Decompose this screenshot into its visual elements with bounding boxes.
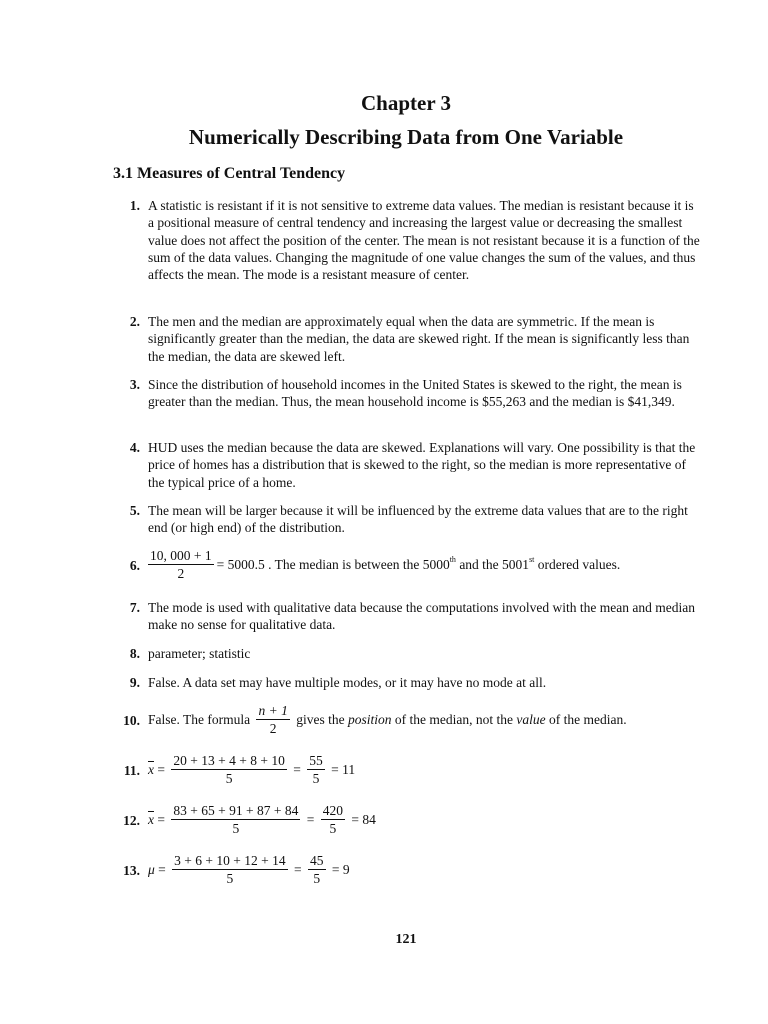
fraction (171, 802, 300, 837)
chapter-title: Numerically Describing Data from One Variable (188, 125, 624, 149)
equation-text: gives the (292, 711, 348, 727)
fraction-numerator: 83 + 65 + 91 + 87 + 84 (173, 803, 299, 818)
item-number: 8. (129, 646, 140, 661)
item-text: HUD uses the median because the data are skewed. Explanations will vary. One possibility is that the price of homes has a distribution that is skewed to the right, so the median is more representative of the typical price of a home. (148, 440, 696, 490)
list-item (113, 197, 703, 302)
page-number: 121 (395, 932, 417, 947)
equation (148, 702, 627, 737)
equation-text: False. The formula (148, 711, 251, 727)
equation (148, 547, 620, 582)
mean-symbol: $\overline{x}$ (148, 761, 154, 777)
item-number: 11. (123, 763, 140, 778)
superscript: st (529, 555, 535, 565)
item-number: 7. (129, 600, 140, 615)
fraction-denominator: 5 (312, 771, 320, 786)
fraction-denominator: 2 (269, 721, 277, 736)
fraction-numerator: 20 + 13 + 4 + 8 + 10 (173, 753, 285, 768)
item-text: parameter; statistic (148, 646, 251, 661)
equation-text: of the median, not the (391, 711, 517, 727)
fraction-numerator: n + 1 (258, 703, 288, 718)
fraction (308, 852, 326, 887)
fraction (307, 752, 325, 787)
item-text: The men and the median are approximately equal when the data are symmetric. If the mean is significantly greater than the median, the data are skewed right. If the mean is significantly less than the median, the data are skewed left. (148, 314, 690, 364)
superscript: th (449, 555, 456, 565)
item-number: 6. (129, 558, 140, 573)
emphasis-text: position (347, 711, 392, 727)
list-item (113, 752, 703, 792)
item-number: 5. (129, 503, 140, 518)
fraction-denominator: 5 (226, 871, 234, 886)
equation: $\overline{x}$ = $\frac{83 + 65 + 91 + 87 + 84}{5}$ = $\frac{420}{5}$ = 84 (148, 803, 376, 836)
equation-text: ordered values. (534, 556, 621, 572)
equation: $\overline{x}$ = $\frac{20 + 13 + 4 + 8 + 10}{5}$ = $\frac{55}{5}$ = 11 (148, 753, 356, 786)
list-item (113, 852, 703, 892)
item-text: The mode is used with qualitative data because the computations involved with the mean and median make no sense for qualitative data. (148, 600, 695, 633)
item-number: 1. (129, 198, 140, 213)
fraction-denominator: 5 (329, 821, 337, 836)
chapter-heading: Chapter 3 (360, 91, 452, 115)
list-item (113, 702, 703, 742)
item-number: 3. (129, 377, 140, 392)
equation-text: of the median. (545, 711, 627, 727)
equation-text: = 5000.5 . The median is between the 5000 (216, 556, 450, 572)
item-text: The mean will be larger because it will be influenced by the extreme data values that are to the right end (or high end) of the distribution. (148, 503, 688, 536)
fraction (256, 702, 289, 737)
mu-symbol: μ (148, 861, 155, 877)
list-item (113, 802, 703, 842)
result: = 9 (331, 861, 350, 877)
fraction (148, 547, 214, 582)
fraction-denominator: 2 (177, 566, 185, 581)
equation: μ = $\frac{3 + 6 + 10 + 12 + 14}{5}$ = $\frac{45}{5}$ = 9 (148, 853, 350, 886)
fraction-numerator: 55 (309, 753, 323, 768)
item-number: 12. (123, 813, 140, 828)
item-number: 9. (129, 675, 140, 690)
fraction-denominator: 5 (225, 771, 233, 786)
item-number: 13. (123, 863, 140, 878)
mean-symbol: $\overline{x}$ (148, 811, 154, 827)
fraction-numerator: 420 (322, 803, 343, 818)
list-item (113, 547, 703, 587)
item-text: A statistic is resistant if it is not sensitive to extreme data values. The median is resistant because it is a positional measure of central tendency and increasing the largest value or decreasing the smallest value does not affect the position of the center. The mean is not resistant because it is a function of the sum of the data values. Changing the magnitude of one value changes the sum of the values, and thus affects the mean. The mode is a resistant measure of center. (148, 198, 700, 283)
fraction-denominator: 5 (232, 821, 240, 836)
fraction-numerator: 10, 000 + 1 (150, 548, 212, 563)
item-text: False. A data set may have multiple modes, or it may have no mode at all. (148, 675, 547, 690)
emphasis-text: value (516, 711, 546, 727)
fraction-numerator: 3 + 6 + 10 + 12 + 14 (174, 853, 286, 868)
fraction-numerator: 45 (310, 853, 324, 868)
fraction-denominator: 5 (313, 871, 321, 886)
section-heading: 3.1 Measures of Central Tendency (113, 165, 346, 182)
fraction (172, 852, 287, 887)
item-number: 2. (129, 314, 140, 329)
equation-text: and the 5001 (455, 556, 530, 572)
fraction (321, 802, 345, 837)
item-number: 4. (129, 440, 140, 455)
item-text: Since the distribution of household incomes in the United States is skewed to the right, the mean is greater than the median. Thus, the mean household income is $55,263 and the median is $41,349. (148, 377, 682, 410)
result: = 11 (331, 761, 356, 777)
item-number: 10. (123, 713, 140, 728)
fraction (171, 752, 286, 787)
result: = 84 (351, 811, 376, 827)
